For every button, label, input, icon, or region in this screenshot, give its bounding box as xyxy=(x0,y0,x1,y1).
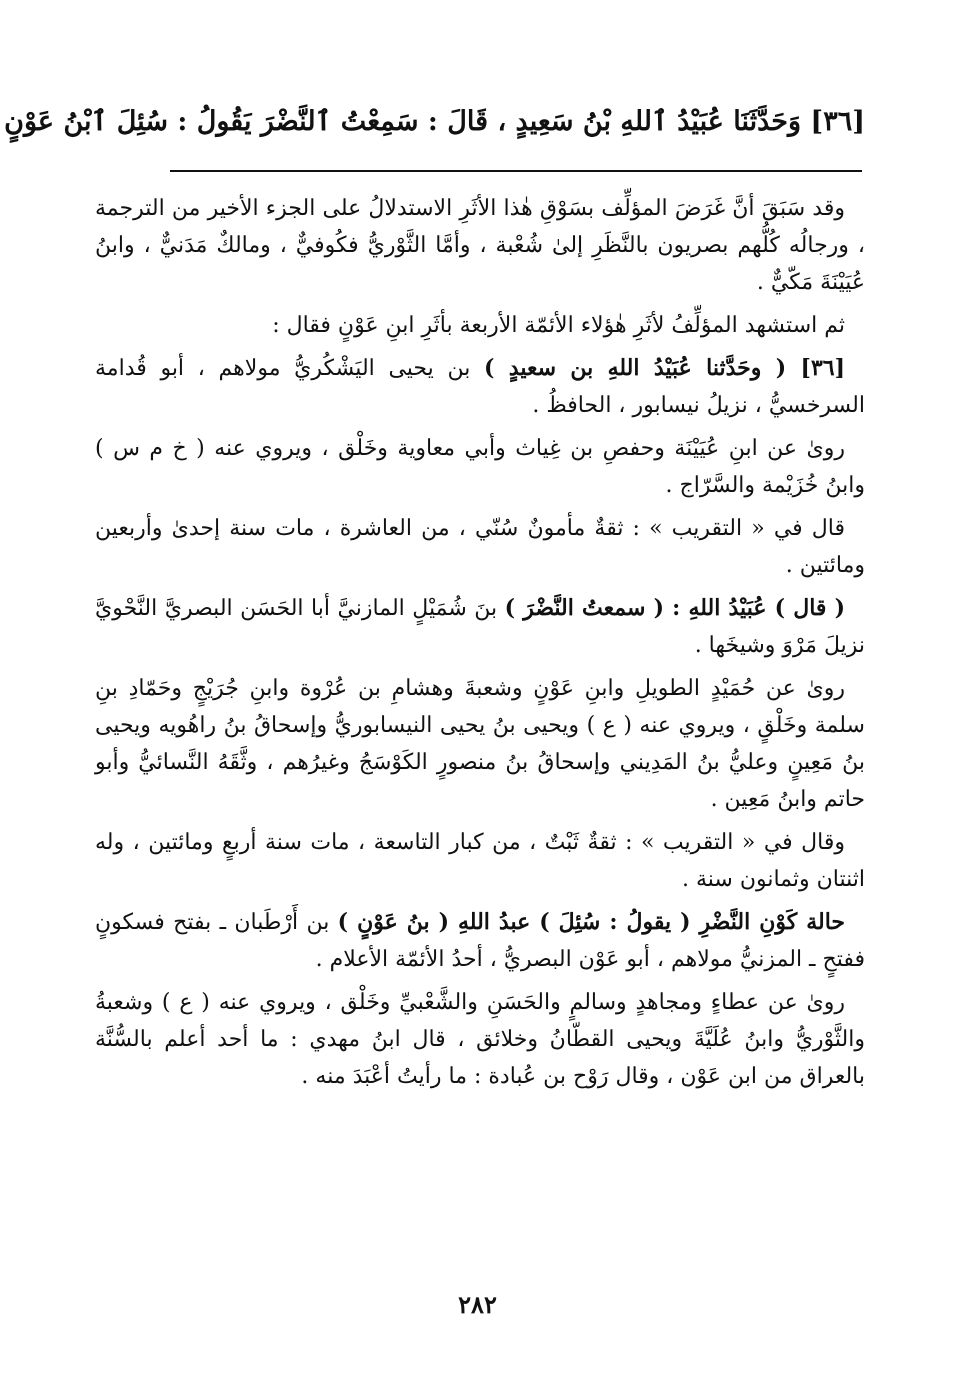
paragraph-3 xyxy=(95,350,865,424)
hadith-header xyxy=(4,100,865,144)
paragraph-7: روىٰ عن حُمَيْدٍ الطويلِ وابنِ عَوْنٍ وشعبةَ وهشامِ بن عُرْوة وابنِ جُرَيْجٍ وحَمّادِ بنِ سلمة وخَلْقٍ ، ويروي عنه ( ع ) ويحيى بنُ يحيى النيسابوريُّ وإسحاقُ بنُ راهُويه ويحيى بنُ مَعِينٍ وعليُّ بنُ المَدِيني وإسحاقُ بنُ منصورٍ الكَوْسَجُ وغيرُهم ، وثَّقَهُ النَّسائيُّ وأبو حاتم وابنُ مَعِين . xyxy=(95,676,865,812)
paragraph-5: قال في « التقريب » : ثقةٌ مأمونٌ سُنّي ، من العاشرة ، مات سنة إحدىٰ وأربعين ومائتين . xyxy=(95,516,865,578)
paragraph-9-rest: بن أَرْطَبان ـ بفتح فسكونٍ ففتحٍ ـ المزنيُّ مولاهم ، أبو عَوْن البصريُّ ، أحدُ الأئمّة الأعلام . xyxy=(95,910,865,972)
paragraph-10: روىٰ عن عطاءٍ ومجاهدٍ وسالمٍ والحَسَنِ والشَّعْبيِّ وخَلْق ، ويروي عنه ( ع ) وشعبةُ والثَّوْريُّ وابنُ عُلَيَّةَ ويحيى القطّانُ وخلائق ، قال ابنُ مهدي : ما أحد أعلم بالسُّنَّة بالعراق من ابن عَوْن ، وقال رَوْح بن عُبادة : ما رأيتُ أعْبَدَ منه . xyxy=(95,990,865,1089)
paragraph-2: ثم استشهد المؤلِّفُ لأثَرِ هٰؤلاء الأئمّة الأربعة بأثَرِ ابنِ عَوْنٍ فقال : xyxy=(272,313,845,338)
paragraph-8: وقال في « التقريب » : ثقةٌ ثَبْتٌ ، من كبار التاسعة ، مات سنة أربعٍ ومائتين ، وله اثنتان وثمانون سنة . xyxy=(95,830,865,892)
paragraph-6-ref: ( قال ) عُبَيْدُ اللهِ : ( سمعتُ النَّضْرَ ) xyxy=(504,595,845,621)
header-divider xyxy=(170,170,862,172)
paragraph-9 xyxy=(95,904,865,978)
page-number: ٢٨٢ xyxy=(458,1290,497,1319)
paragraph-6 xyxy=(95,590,865,664)
commentary-body xyxy=(95,190,865,1101)
paragraph-4: روىٰ عن ابنِ عُيَيْنَة وحفصِ بن غِياث وأبي معاوية وخَلْق ، ويروي عنه ( خ م س ) وابنُ خُزَيْمة والسَّرّاج . xyxy=(95,436,865,498)
paragraph-1: وقد سَبَقَ أنَّ غَرَضَ المؤلِّف بسَوْقِ هٰذا الأثَرِ الاستدلالُ على الجزء الأخير من الترجمة ، ورجالُه كُلُّهم بصريون بالنَّظَرِ إلىٰ شُعْبة ، وأمَّا الثَّوْريُّ فكُوفيٌّ ، ومالكٌ مَدَنيٌّ ، وابنُ عُيَيْنَةَ مَكّيٌّ . xyxy=(95,196,865,295)
paragraph-3-rest: بن يحيى اليَشْكُريُّ مولاهم ، أبو قُدامة السرخسيُّ ، نزيلُ نيسابور ، الحافظُ . xyxy=(95,356,865,418)
paragraph-9-ref: حالة كَوْنِ النَّضْرِ ( يقولُ : سُئِلَ ) عبدُ اللهِ ( بنُ عَوْنٍ ) xyxy=(337,909,845,935)
paragraph-6-rest: بنَ شُمَيْلٍ المازنيَّ أبا الحَسَن البصريَّ النَّحْويَّ نزيلَ مَرْوَ وشيخَها . xyxy=(95,596,865,658)
paragraph-3-ref: [٣٦] ( وحَدَّثنا عُبَيْدُ اللهِ بن سعيدٍ ) xyxy=(484,355,846,381)
hadith-header-text: [٣٦] وَحَدَّثَنَا عُبَيْدُ ٱللهِ بْنُ سَعِيدٍ ، قَالَ : سَمِعْتُ ٱلنَّضْرَ يَقُولُ : سُئِلَ ٱبْنُ عَوْنٍ xyxy=(4,106,865,137)
